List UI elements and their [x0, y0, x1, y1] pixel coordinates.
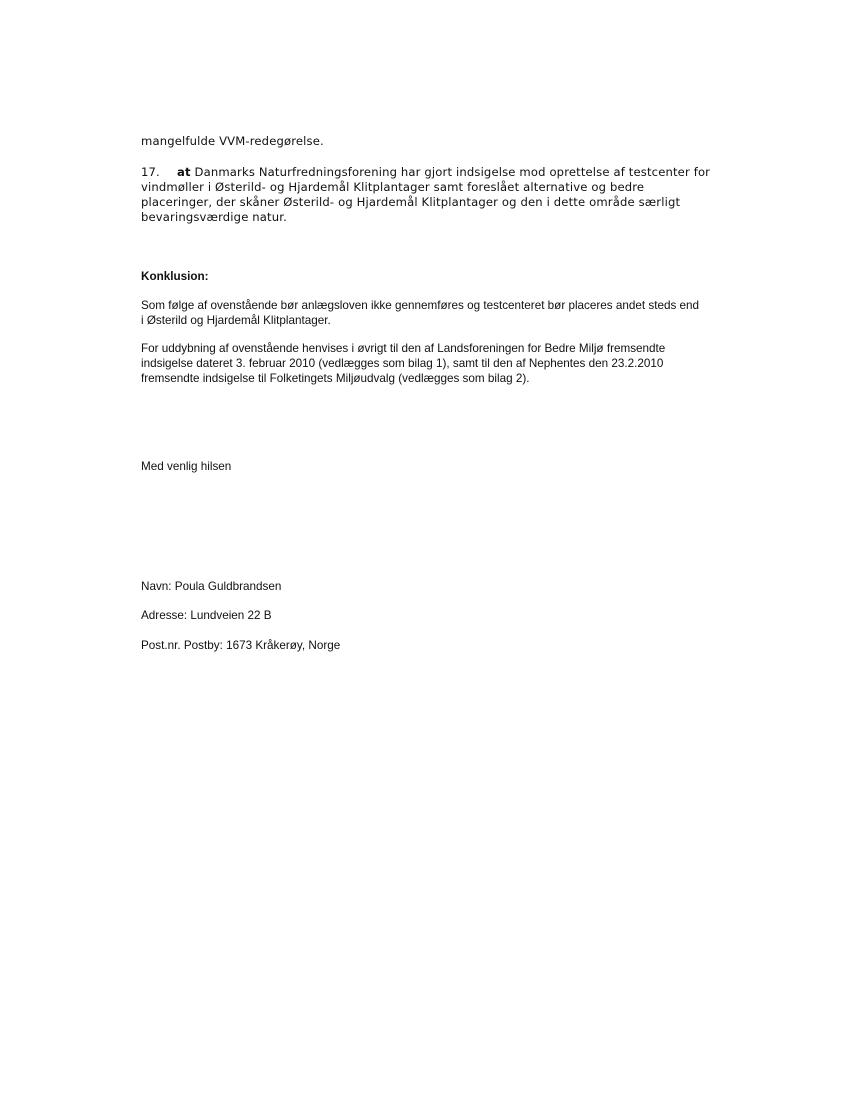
continuation-line: mangelfulde VVM-redegørelse.: [141, 134, 324, 148]
signature-address: Adresse: Lundveien 22 B: [141, 609, 272, 622]
item-lead-word: at: [177, 165, 191, 179]
signature-name: Navn: Poula Guldbrandsen: [141, 580, 282, 593]
item-number: 17.: [141, 165, 160, 179]
conclusion-paragraph-2: For uddybning af ovenstående henvises i øvrigt til den af Landsforeningen for Bedre Miljø fremsendte indsigelse dateret 3. februar 2010 (vedlægges som bilag 1), samt til den af Nephentes den 23.2.2010 fremsendte indsigelse til Folketingets Miljøudvalg (vedlægges som bilag 2).: [141, 342, 666, 385]
conclusion-paragraph-1: Som følge af ovenstående bør anlægsloven ikke gennemføres og testcenteret bør placeres andet steds end i Østerild og Hjardemål Klitplantager.: [141, 299, 700, 327]
conclusion-heading: Konklusion:: [141, 270, 209, 283]
list-item-17: [141, 165, 716, 225]
item-text: Danmarks Naturfredningsforening har gjort indsigelse mod oprettelse af testcenter for vindmøller i Østerild- og Hjardemål Klitplantager samt foreslået alternative og bedre placeringer, der skåner Østerild- og Hjardemål Klitplantager og den i dette område særligt bevaringsværdige natur.: [141, 165, 711, 224]
closing-greeting: Med venlig hilsen: [141, 460, 232, 473]
signature-postal: Post.nr. Postby: 1673 Kråkerøy, Norge: [141, 639, 341, 652]
